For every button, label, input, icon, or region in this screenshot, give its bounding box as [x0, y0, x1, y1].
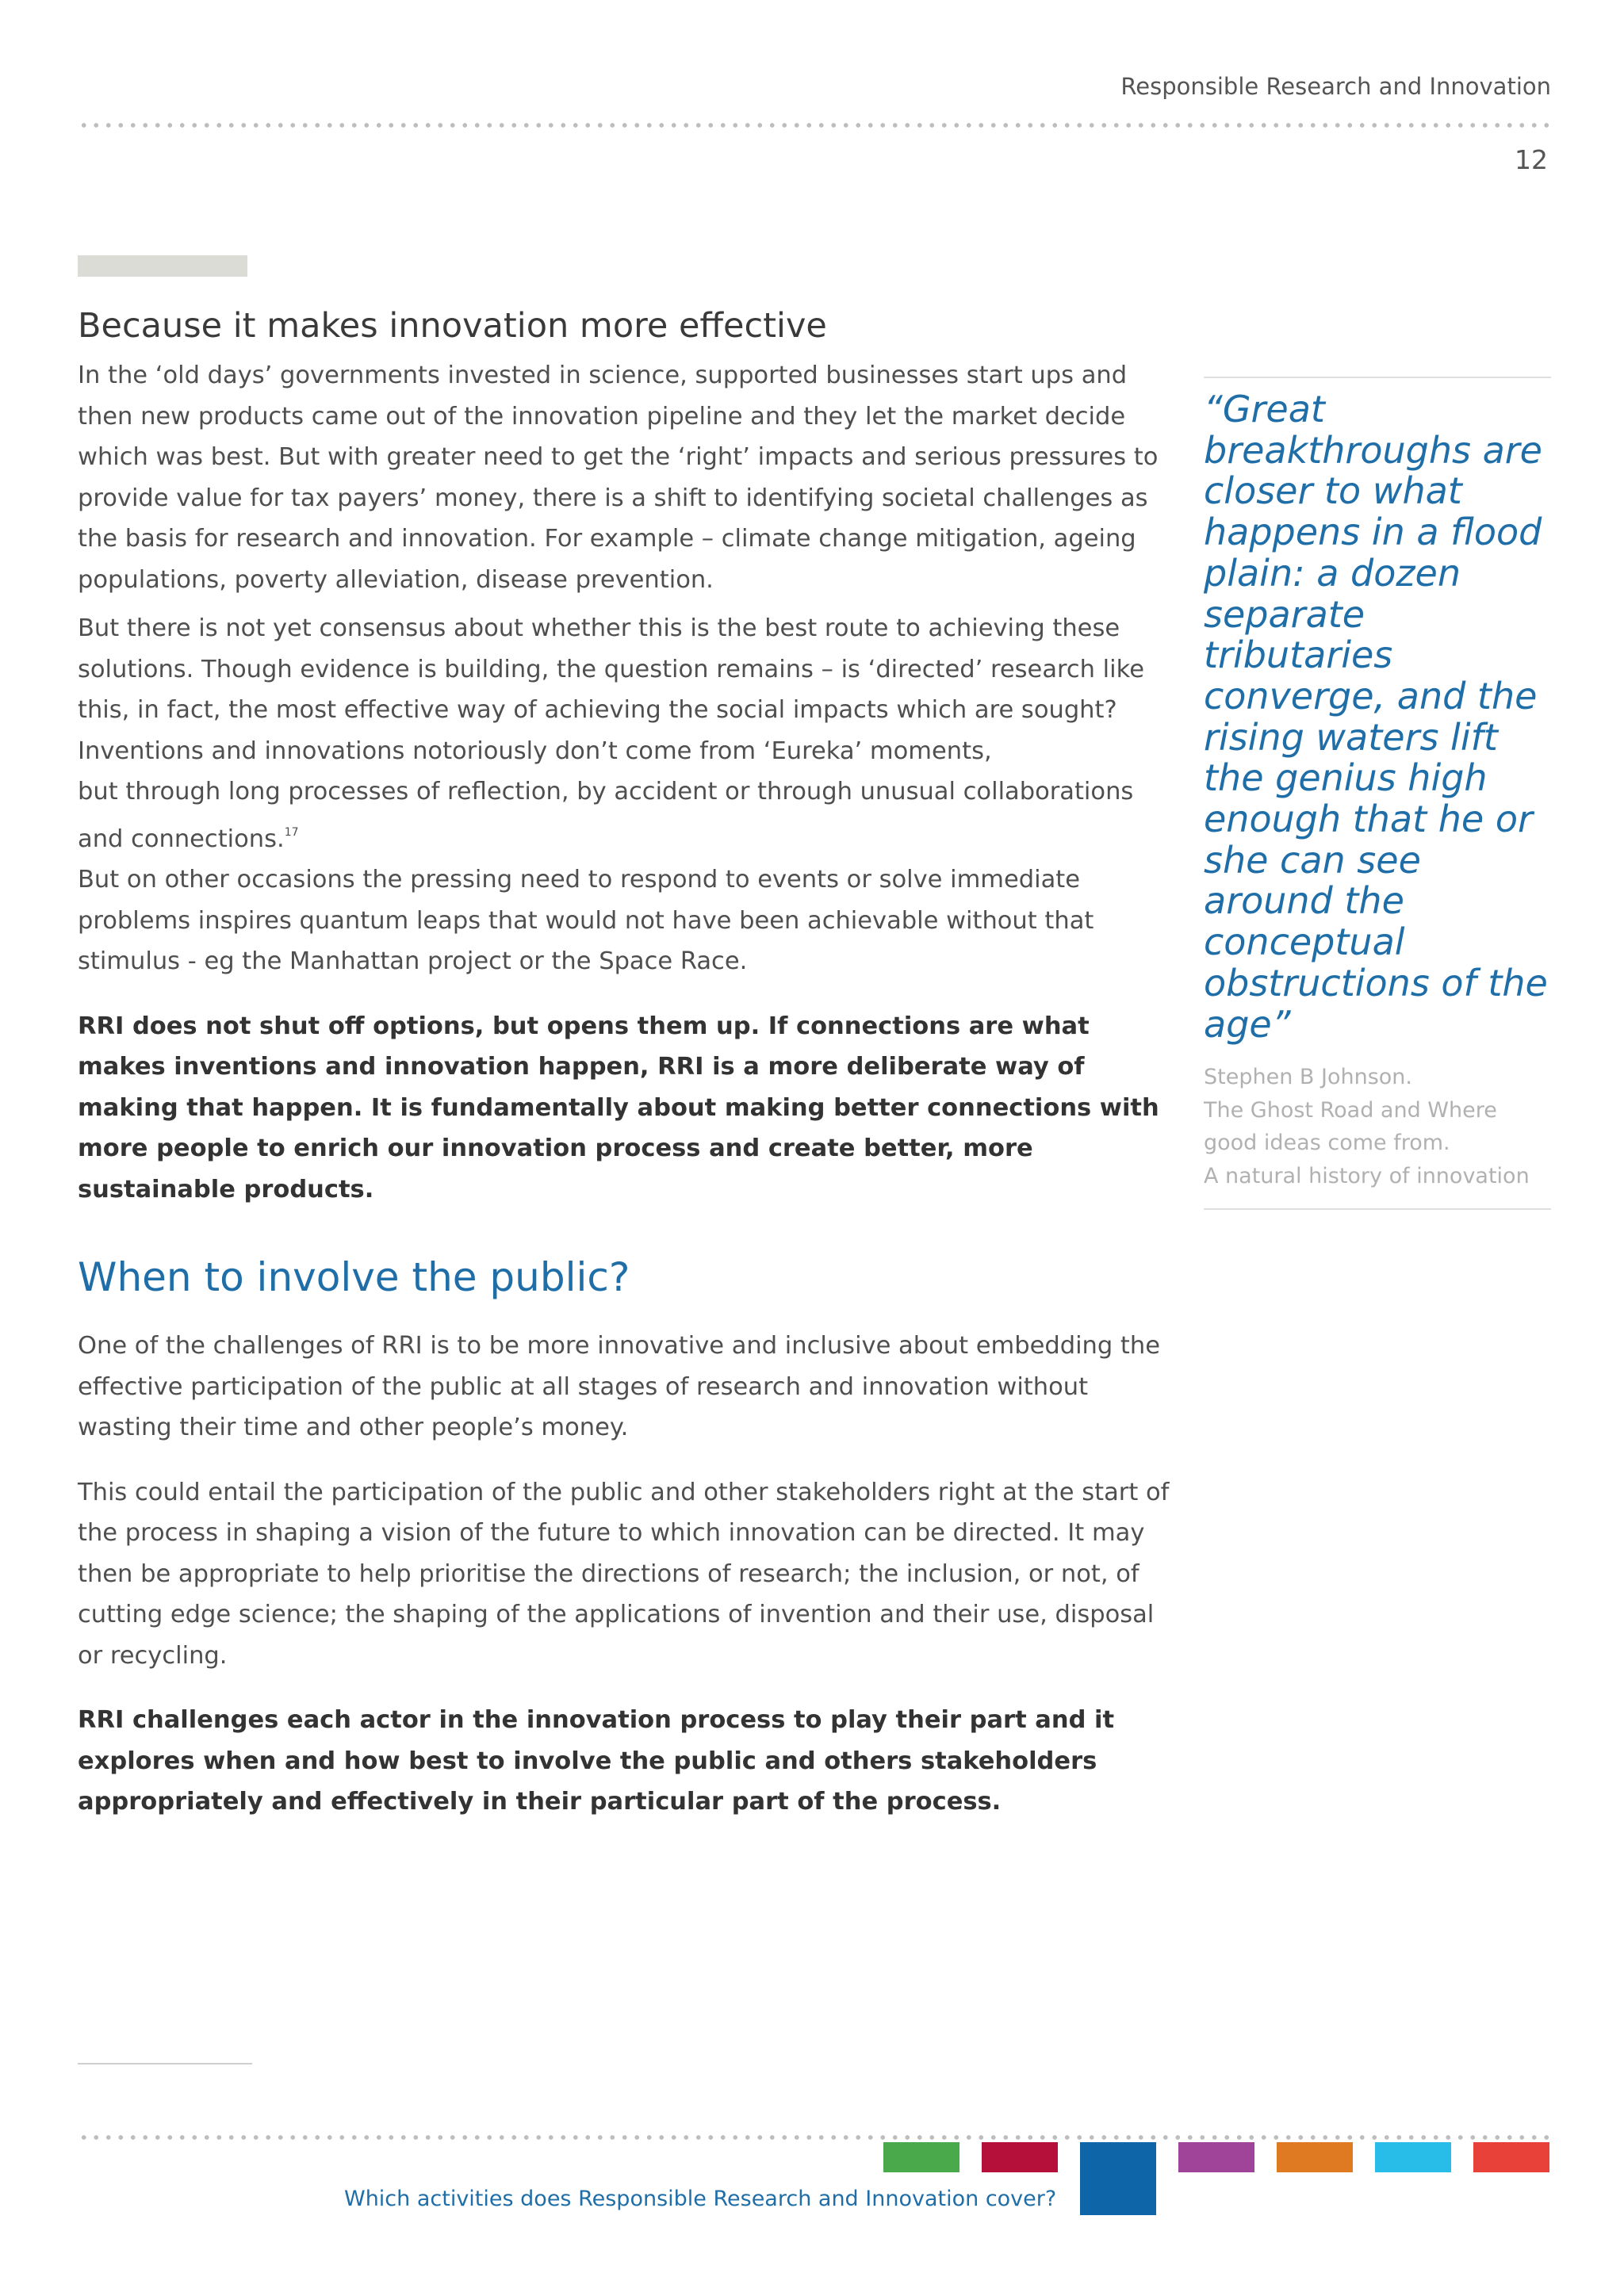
nav-swatch-cyan[interactable]	[1375, 2142, 1451, 2172]
nav-swatch-crimson[interactable]	[982, 2142, 1058, 2172]
footer-nav-link[interactable]: Which activities does Responsible Research and Innovation cover?	[344, 2187, 1057, 2211]
paragraph: But on other occasions the pressing need to respond to events or solve immediate problems inspires quantum leaps that would not have been achievable without that stimulus - eg the Manhattan project or the Space Race.	[78, 866, 1094, 975]
quote-bottom-rule	[1204, 1208, 1551, 1210]
footnote-divider	[78, 2063, 252, 2064]
footer-dotted-divider	[78, 2134, 1554, 2141]
line: solutions. Though evidence is building, the question remains – is ‘directed’ research like	[78, 655, 1144, 683]
running-title: Responsible Research and Innovation	[1120, 73, 1551, 100]
quote-top-rule	[1204, 377, 1551, 378]
nav-swatch-orange[interactable]	[1277, 2142, 1353, 2172]
line: but through long processes of reflection, by accident or through unusual collaborations	[78, 778, 1134, 806]
bold-statement: RRI does not shut off options, but opens them up. If connections are what makes inventions and innovation happen, RRI is a more deliberate way of making that happen. It is fundamentally about making better connections with more people to enrich our innovation process and create better, more sustainable products.	[78, 1012, 1159, 1203]
quote-attribution	[1204, 1061, 1551, 1192]
bold-statement: RRI challenges each actor in the innovation process to play their part and it explores when and how best to involve the public and others stakeholders appropriately and effectively in their particular part of the process.	[78, 1706, 1115, 1816]
paragraph: In the ‘old days’ governments invested in science, supported businesses start ups and then new products came out of the innovation pipeline and they let the market decide which was best. But with greater need to get the ‘right’ impacts and serious pressures to provide value for tax payers’ money, there is a shift to identifying societal challenges as the basis for research and innovation. For example – climate change mitigation, ageing populations, poverty alleviation, disease prevention.	[78, 362, 1159, 594]
pull-quote: “Great breakthroughs are closer to what happens in a flood plain: a dozen separate tributaries converge, and the rising waters lift the genius high enough that he or she can see around the conceptual obstructions of the age”	[1204, 388, 1548, 1046]
paragraph: This could entail the participation of the public and other stakeholders right at the start of the process in shaping a vision of the future to which innovation can be directed. It may then be appropriate to help prioritise the directions of research; the inclusion, or not, of cutting edge science; the shaping of the applications of invention and their use, disposal or recycling.	[78, 1478, 1170, 1670]
line: Inventions and innovations notoriously don’t come from ‘Eureka’ moments,	[78, 737, 992, 765]
paragraph-consensus	[78, 608, 1172, 859]
line: and connections.	[78, 825, 285, 853]
pull-quote-sidebar	[1204, 377, 1551, 1210]
attribution-line: The Ghost Road and Where	[1204, 1097, 1497, 1123]
paragraph: One of the challenges of RRI is to be more innovative and inclusive about embedding the effective participation of the public at all stages of research and innovation without wasting their time and other people’s money.	[78, 1332, 1160, 1441]
attribution-line: A natural history of innovation	[1204, 1163, 1530, 1188]
main-content	[78, 301, 1172, 1823]
nav-swatch-purple[interactable]	[1178, 2142, 1254, 2172]
header-dotted-divider	[78, 122, 1554, 128]
nav-swatch-blue-active[interactable]	[1080, 2142, 1156, 2215]
attribution-line: Stephen B Johnson.	[1204, 1065, 1412, 1090]
line: But there is not yet consensus about whether this is the best route to achieving these	[78, 614, 1120, 642]
section-heading-effective: Because it makes innovation more effective	[78, 306, 827, 346]
page-number: 12	[1515, 144, 1548, 175]
line: this, in fact, the most effective way of achieving the social impacts which are sought?	[78, 696, 1117, 724]
nav-swatch-red[interactable]	[1473, 2142, 1549, 2172]
section-heading-public: When to involve the public?	[78, 1254, 630, 1300]
attribution-line: good ideas come from.	[1204, 1131, 1450, 1156]
footnote-ref[interactable]: 17	[284, 825, 299, 839]
section-marker-bar	[78, 255, 247, 277]
nav-swatch-green[interactable]	[883, 2142, 959, 2172]
